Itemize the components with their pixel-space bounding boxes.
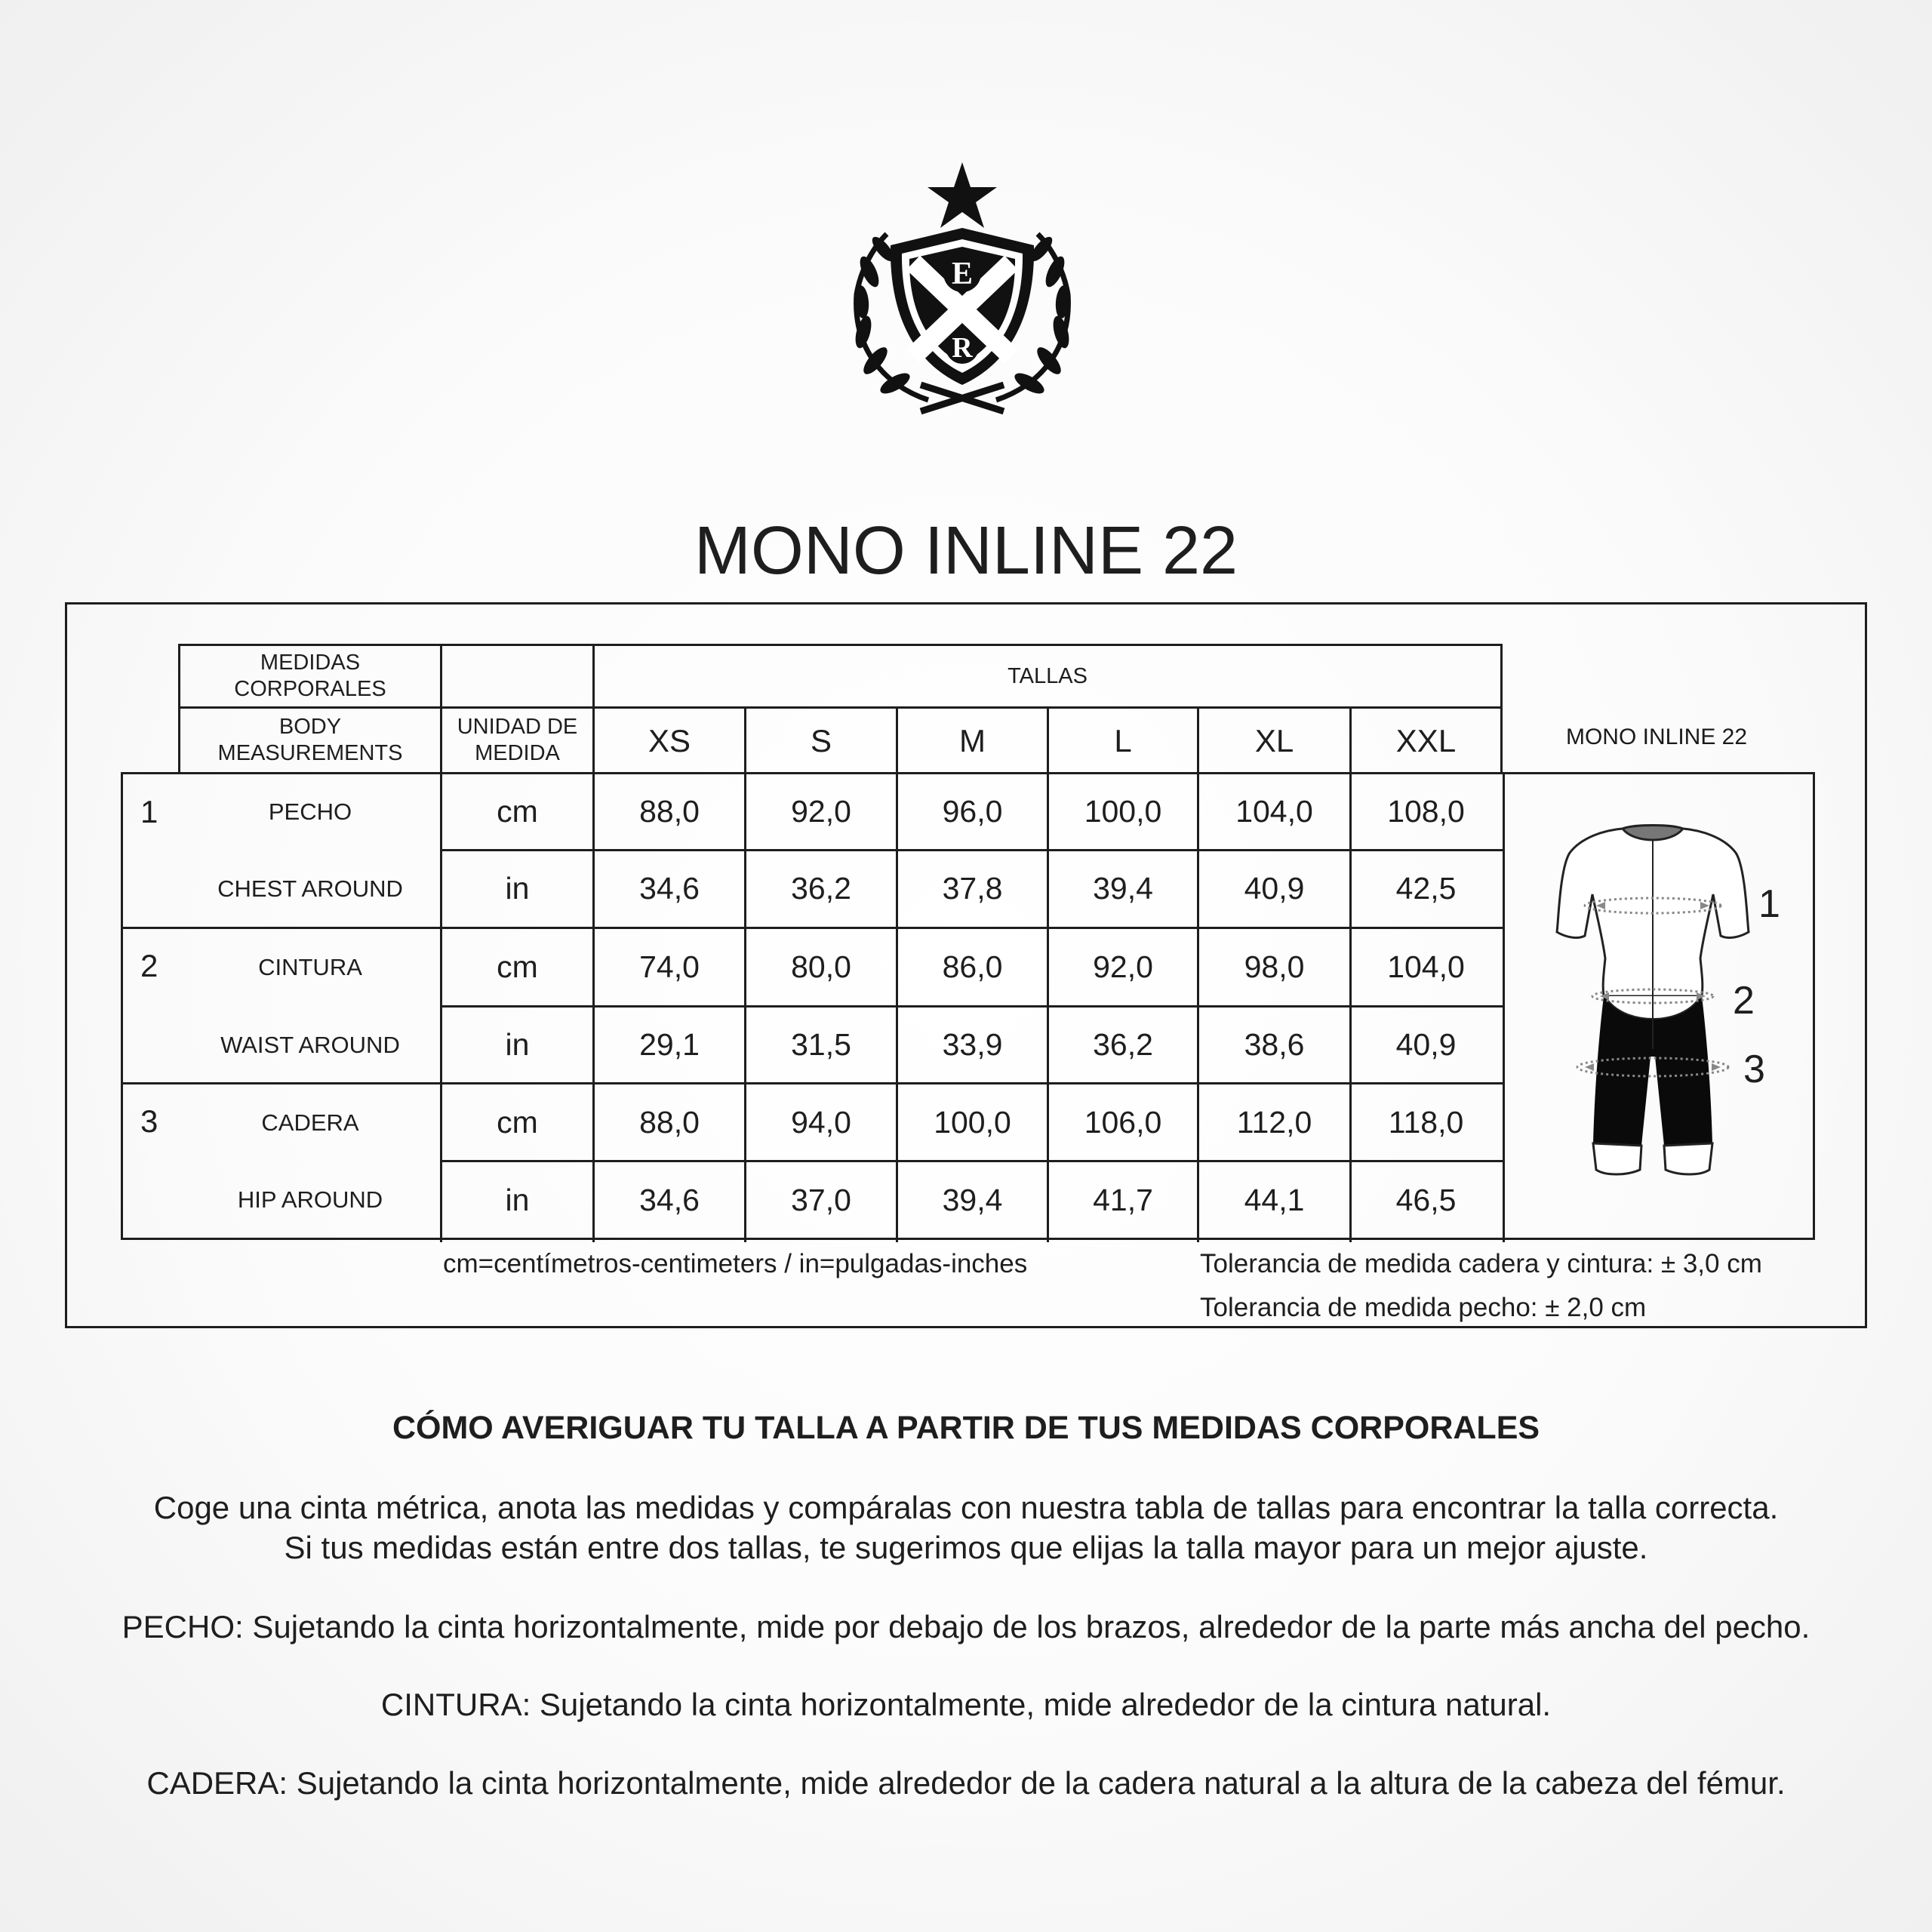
- instructions-heading: CÓMO AVERIGUAR TU TALLA A PARTIR DE TUS MEDIDAS CORPORALES: [392, 1410, 1540, 1446]
- label-waist-around: WAIST AROUND: [220, 1031, 400, 1058]
- unit-in: in: [505, 1182, 530, 1217]
- cell: 42,5: [1395, 871, 1457, 906]
- cell: 40,9: [1395, 1027, 1457, 1062]
- header-sizes-label: TALLAS: [592, 644, 1503, 709]
- marker-1: 1: [1758, 882, 1780, 926]
- page-title: MONO INLINE 22: [694, 513, 1238, 589]
- marker-2: 2: [1733, 979, 1755, 1023]
- cell: 94,0: [791, 1105, 851, 1140]
- cell: 37,8: [942, 871, 1003, 906]
- cell: 34,6: [639, 871, 700, 906]
- instructions-intro-2: Si tus medidas están entre dos tallas, te sugerimos que elijas la talla mayor para un mejor ajuste.: [284, 1530, 1648, 1565]
- skinsuit-diagram: [1551, 808, 1800, 1200]
- header-blank: [440, 644, 595, 709]
- size-l: L: [1047, 706, 1199, 774]
- cell: 41,7: [1093, 1182, 1153, 1217]
- cell: 37,0: [791, 1182, 851, 1217]
- cell: 39,4: [1093, 871, 1153, 906]
- star-icon: [928, 162, 997, 228]
- tolerance-chest: Tolerancia de medida pecho: ± 2,0 cm: [1200, 1293, 1647, 1322]
- logo-letter-e: E: [951, 257, 974, 291]
- marker-3: 3: [1743, 1048, 1765, 1091]
- label-cintura: CINTURA: [258, 953, 362, 980]
- instructions-hip: CADERA: Sujetando la cinta horizontalmente, mide alrededor de la cadera natural a la altura de la cabeza del fémur.: [146, 1765, 1786, 1801]
- cell: 36,2: [1093, 1027, 1153, 1062]
- cell: 86,0: [942, 949, 1003, 984]
- size-xxl: XXL: [1349, 706, 1503, 774]
- cell: 40,9: [1244, 871, 1305, 906]
- label-cadera: CADERA: [261, 1109, 359, 1136]
- unit-cm: cm: [497, 949, 538, 984]
- cell: 80,0: [791, 949, 851, 984]
- cell: 74,0: [639, 949, 700, 984]
- cell: 88,0: [639, 794, 700, 829]
- brand-crest-logo: [838, 158, 1087, 430]
- units-note: cm=centímetros-centimeters / in=pulgadas-inches: [443, 1249, 1028, 1278]
- size-xl: XL: [1197, 706, 1352, 774]
- cell: 29,1: [639, 1027, 700, 1062]
- cell: 92,0: [791, 794, 851, 829]
- cell: 108,0: [1387, 794, 1465, 829]
- unit-cm: cm: [497, 794, 538, 829]
- size-m: M: [896, 706, 1049, 774]
- header-unit: UNIDAD DE MEDIDA: [440, 706, 595, 774]
- cell: 100,0: [1084, 794, 1162, 829]
- cell: 38,6: [1244, 1027, 1305, 1062]
- cell: 44,1: [1244, 1182, 1305, 1217]
- cell: 34,6: [639, 1182, 700, 1217]
- cell: 98,0: [1244, 949, 1305, 984]
- unit-in: in: [505, 871, 530, 906]
- label-chest-around: CHEST AROUND: [217, 875, 403, 902]
- header-body-es: MEDIDAS CORPORALES: [178, 644, 442, 709]
- label-pecho: PECHO: [268, 798, 352, 825]
- label-hip-around: HIP AROUND: [237, 1186, 383, 1213]
- cell: 96,0: [942, 794, 1003, 829]
- logo-letter-r: R: [952, 332, 973, 364]
- size-s: S: [744, 706, 898, 774]
- model-label: MONO INLINE 22: [1565, 724, 1748, 749]
- cell: 106,0: [1084, 1105, 1162, 1140]
- instructions-intro-1: Coge una cinta métrica, anota las medidas y compáralas con nuestra tabla de tallas para encontrar la talla correcta.: [153, 1490, 1779, 1525]
- cell: 36,2: [791, 871, 851, 906]
- cell: 88,0: [639, 1105, 700, 1140]
- cell: 100,0: [934, 1105, 1011, 1140]
- cell: 118,0: [1388, 1105, 1464, 1140]
- row-number-2: 2: [140, 948, 158, 983]
- unit-cm: cm: [497, 1105, 538, 1140]
- row-number-3: 3: [140, 1103, 158, 1139]
- cell: 39,4: [942, 1182, 1003, 1217]
- cell: 112,0: [1236, 1105, 1312, 1140]
- cell: 33,9: [942, 1027, 1003, 1062]
- cell: 104,0: [1387, 949, 1465, 984]
- cell: 92,0: [1093, 949, 1153, 984]
- unit-in: in: [505, 1027, 530, 1062]
- instructions-waist: CINTURA: Sujetando la cinta horizontalmente, mide alrededor de la cintura natural.: [380, 1687, 1552, 1722]
- tolerance-hip-waist: Tolerancia de medida cadera y cintura: ± 3,0 cm: [1200, 1249, 1762, 1278]
- header-body-en: BODY MEASUREMENTS: [178, 706, 442, 774]
- size-xs: XS: [592, 706, 746, 774]
- row-number-1: 1: [140, 794, 158, 829]
- cell: 104,0: [1235, 794, 1313, 829]
- instructions-chest: PECHO: Sujetando la cinta horizontalmente, mide por debajo de los brazos, alrededor de la parte más ancha del pecho.: [122, 1609, 1810, 1644]
- cell: 31,5: [791, 1027, 851, 1062]
- cell: 46,5: [1395, 1182, 1457, 1217]
